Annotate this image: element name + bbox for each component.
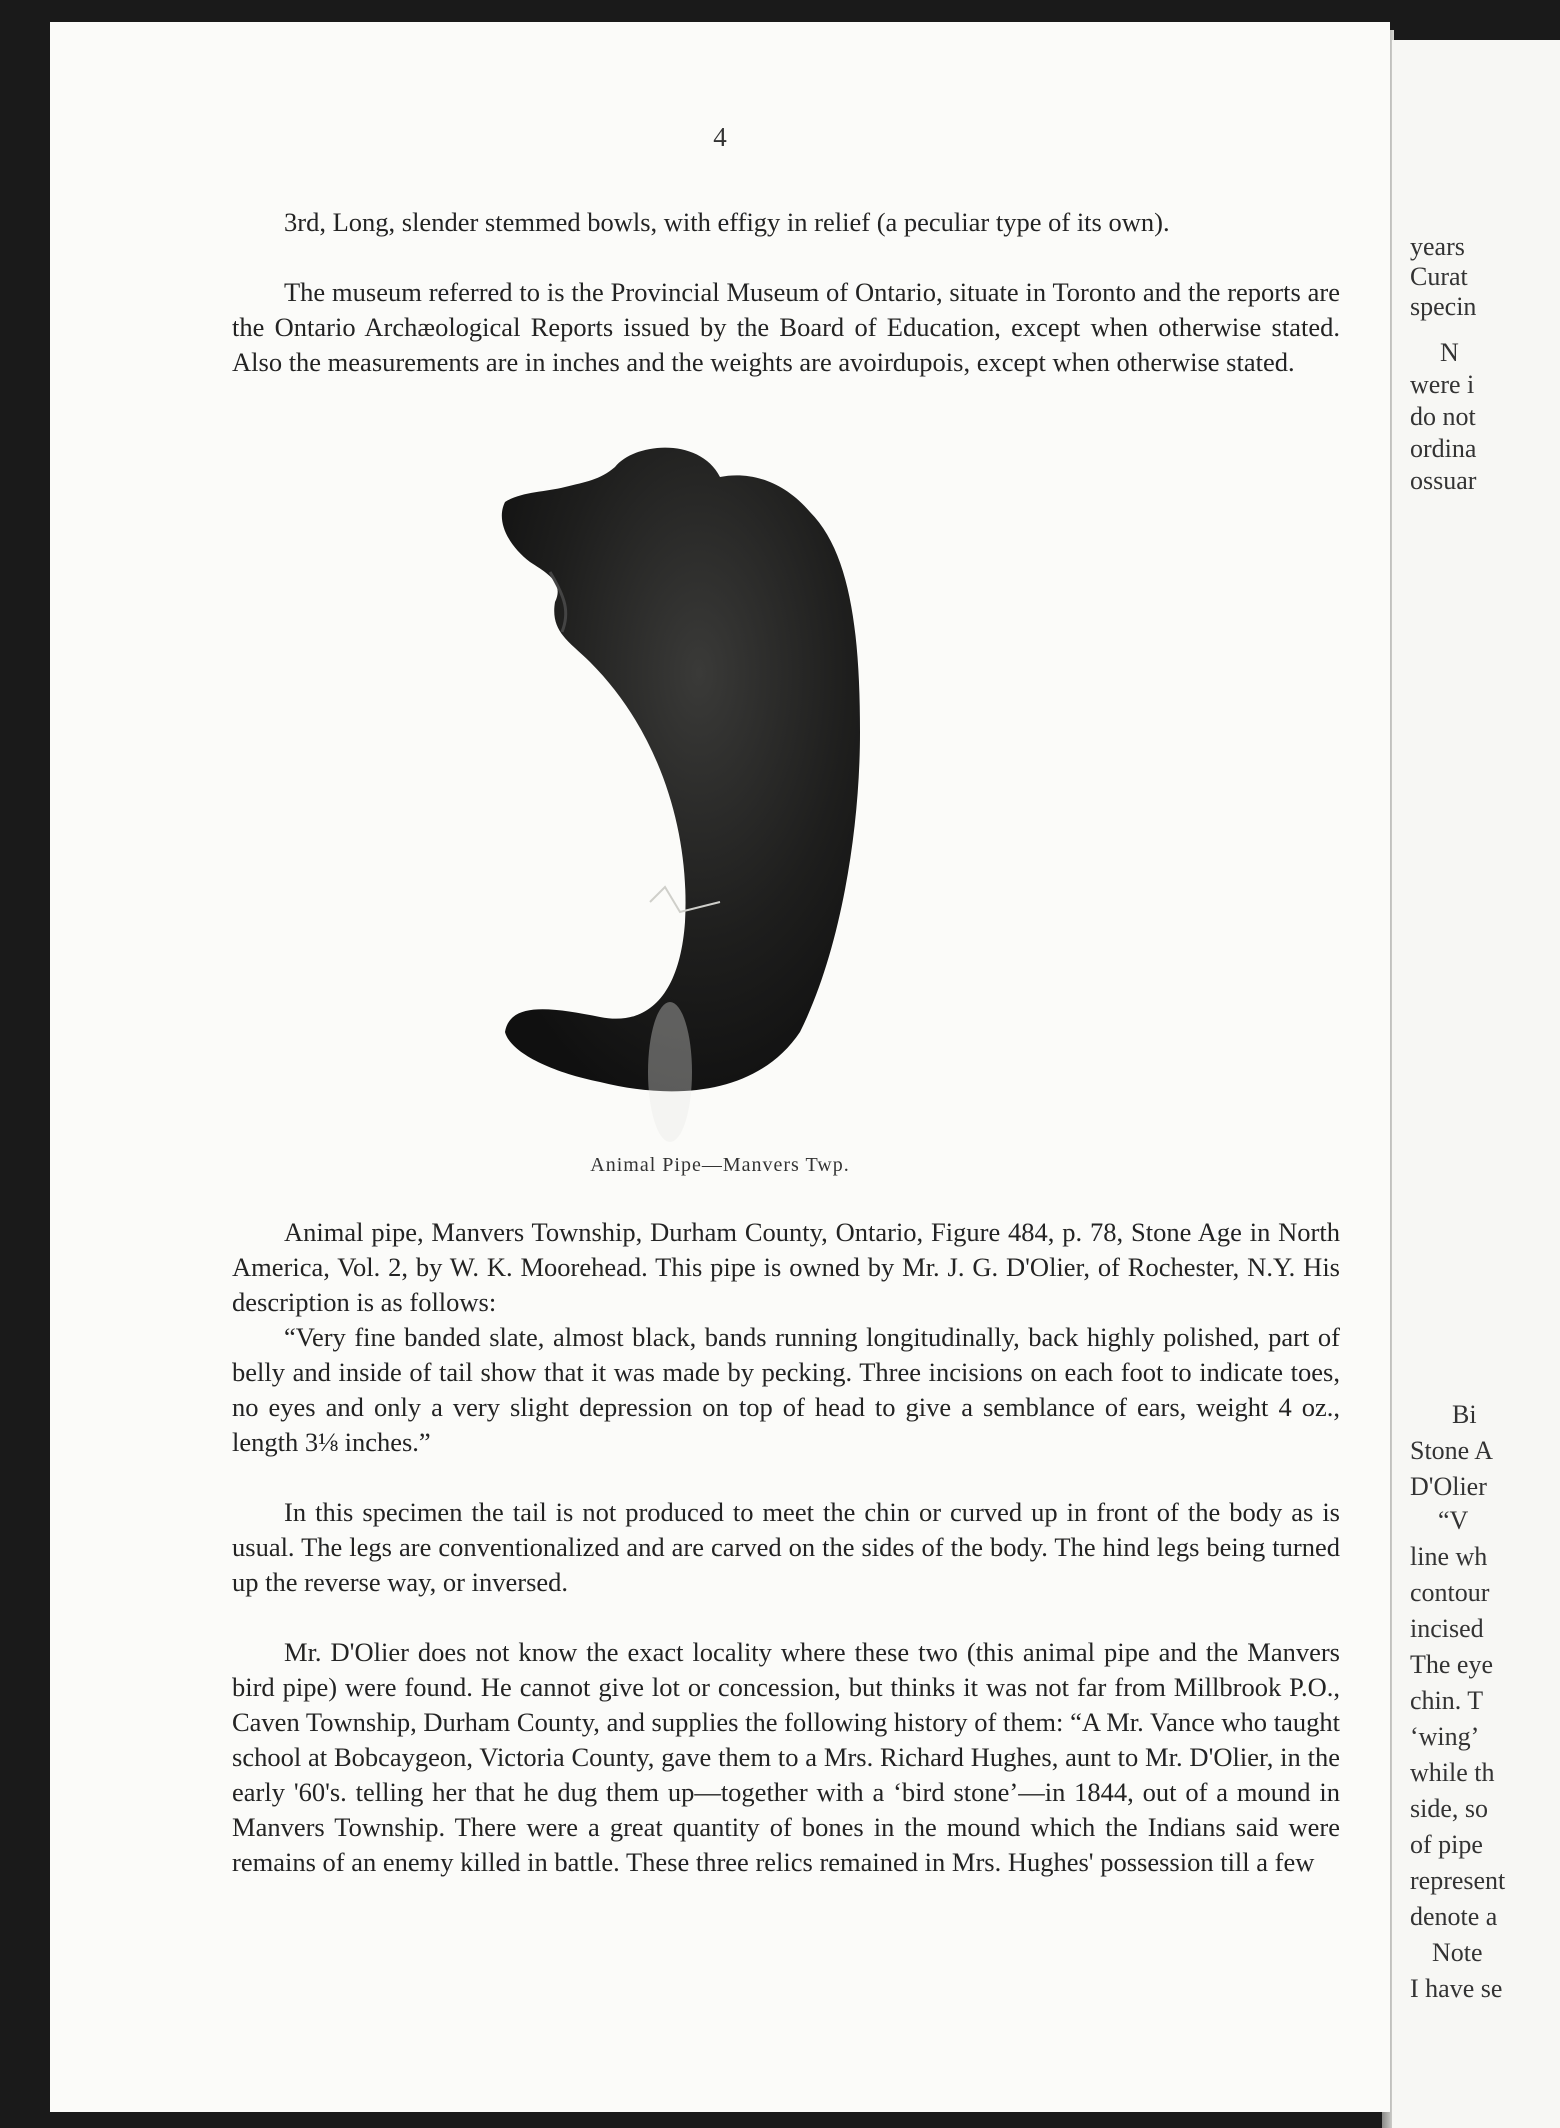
right-fragment: The eye [1410,1650,1494,1679]
right-fragment: Curat [1410,262,1468,291]
intro-paragraph-2: The museum referred to is the Provincial Museum of Ontario, situate in Toronto and the reports are the Ontario Archæological Reports issued by the Board of Education, except when otherwise stated. Also the measurements are in inches and the weights are avoirdupois, except when otherwise stated. [232,277,1340,377]
right-fragment: Stone A [1410,1436,1494,1465]
right-fragment: N [1440,338,1459,367]
right-fragment: represent [1410,1866,1506,1895]
animal-pipe-figure [490,432,1070,1162]
right-fragment: specin [1410,292,1477,321]
body-paragraph-2: “Very fine banded slate, almost black, bands running longitudinally, back highly polished, part of belly and inside of tail show that it was made by pecking. Three incisions on each foot to indicate toes, no eyes and only a very slight depression on top of head to give a semblance of ears, weight 4 oz., length 3⅛ inches.” [232,1322,1340,1457]
right-fragment: do not [1410,402,1476,431]
right-fragment: of pipe [1410,1830,1483,1859]
right-fragment: line wh [1410,1542,1488,1571]
intro-paragraph-1: 3rd, Long, slender stemmed bowls, with effigy in relief (a peculiar type of its own). [284,207,1170,237]
right-fragment: ossuar [1410,466,1477,495]
right-fragment: “V [1438,1506,1469,1535]
right-fragment: Bi [1452,1400,1477,1429]
body-paragraph-1: Animal pipe, Manvers Township, Durham County, Ontario, Figure 484, p. 78, Stone Age in North America, Vol. 2, by W. K. Moorehead. This pipe is owned by Mr. J. G. D'Olier, of Rochester, N.Y. His description is as follows: [232,1217,1340,1317]
right-fragment: I have se [1410,1974,1503,2003]
right-fragment: D'Olier [1410,1472,1487,1501]
right-fragment: years [1410,232,1465,261]
body-paragraph-3: In this specimen the tail is not produced to meet the chin or curved up in front of the body as is usual. The legs are conventionalized and are carved on the sides of the body. The hind legs being turned up the reverse way, or inversed. [232,1497,1340,1597]
right-fragment: ‘wing’ [1410,1722,1480,1751]
page-number: 4 [713,122,727,152]
animal-pipe-image [490,432,1070,1162]
right-fragment: were i [1410,370,1475,399]
left-page [50,22,1390,2112]
right-fragment: denote a [1410,1902,1498,1931]
right-page [1392,40,1560,2128]
body-paragraph-4: Mr. D'Olier does not know the exact locality where these two (this animal pipe and the Manvers bird pipe) were found. He cannot give lot or concession, but thinks it was not far from Millbrook P.O., Caven Township, Durham County, and supplies the following history of them: “A Mr. Vance who taught school at Bobcaygeon, Victoria County, gave them to a Mrs. Richard Hughes, aunt to Mr. D'Olier, in the early '60's. telling her that he dug them up—together with a ‘bird stone’—in 1844, out of a mound in Manvers Township. There were a great quantity of bones in the mound which the Indians said were remains of an enemy killed in battle. These three relics remained in Mrs. Hughes' possession till a few [232,1637,1340,1877]
right-fragment: while th [1410,1758,1495,1787]
right-fragment: chin. T [1410,1686,1484,1715]
right-fragment: side, so [1410,1794,1488,1823]
right-fragment: contour [1410,1578,1490,1607]
right-fragment: incised [1410,1614,1484,1643]
figure-caption: Animal Pipe—Manvers Twp. [590,1154,850,1176]
right-fragment: Note [1432,1938,1483,1967]
right-fragment: ordina [1410,434,1477,463]
